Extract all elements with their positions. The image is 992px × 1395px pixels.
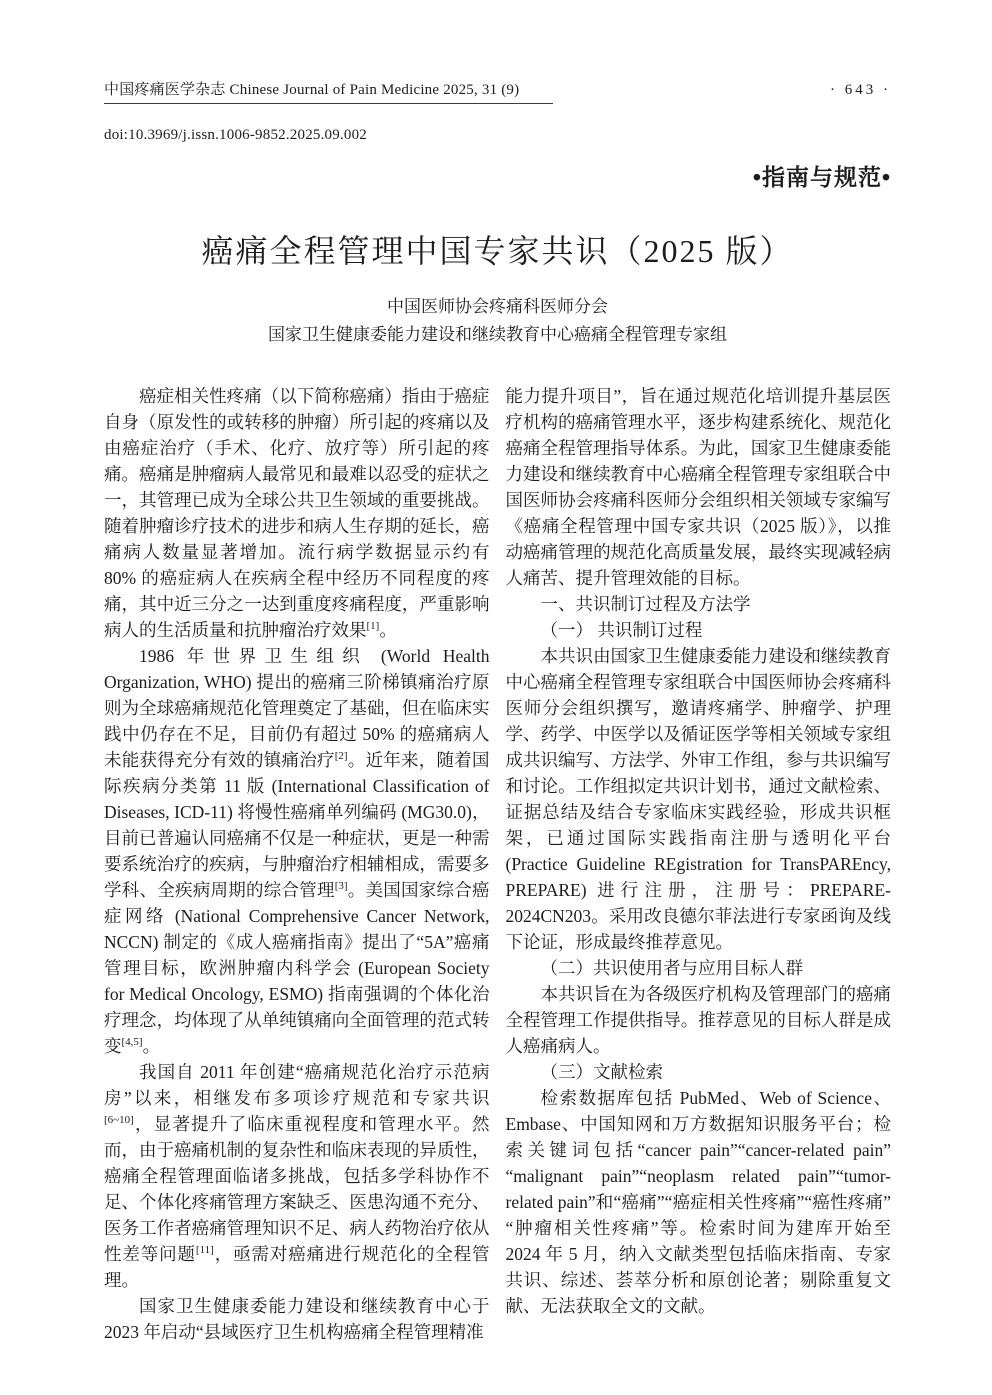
section-heading: （一） 共识制订过程 <box>540 620 703 640</box>
article-body <box>104 383 891 1345</box>
journal-title: 中国疼痛医学杂志 Chinese Journal of Pain Medicine 2025, 31 (9) <box>104 78 553 104</box>
reference-superscript: [3] <box>334 880 348 893</box>
section-heading: 一、共识制订过程及方法学 <box>540 594 751 614</box>
body-paragraph: 1986 年世界卫生组织 (World Health Organization, WHO) 提出的癌痛三阶梯镇痛治疗原则为全球癌痛规范化管理奠定了基础，但在临床实践中仍存在不足，目前仍有超过 50% 的癌痛病人未能获得充分有效的镇痛治疗[2]。近年来，随着国际疾病分类第 11 版 (International Classification of Diseases, ICD-11) 将慢性癌痛单列编码 (MG30.0)，目前已普遍认同癌痛不仅是一种症状，更是一种需要系统治疗的疾病，与肿瘤治疗相辅相成，需要多学科、全疾病周期的综合管理[3]。美国国家综合癌症网络 (National Comprehensive Cancer Network, NCCN) 制定的《成人癌痛指南》提出了“5A”癌痛管理目标，欧洲肿瘤内科学会 (European Society for Medical Oncology, ESMO) 指南强调的个体化治疗理念，均体现了从单纯镇痛向全面管理的范式转变[4,5]。 <box>104 646 490 1056</box>
article-title: 癌痛全程管理中国专家共识（2025 版） <box>201 233 794 269</box>
reference-superscript: [11] <box>195 1244 214 1257</box>
author-group <box>104 298 891 343</box>
body-paragraph: 国家卫生健康委能力建设和继续教育中心于 2023 年启动“县域医疗卫生机构癌痛全程管理精准 <box>104 1296 490 1342</box>
author-line-1: 中国医师协会疼痛科医师分会 <box>387 297 608 316</box>
body-paragraph: 本共识旨在为各级医疗机构及管理部门的癌痛全程管理工作提供指导。推荐意见的目标人群是成人癌痛病人。 <box>505 984 891 1056</box>
page-header <box>104 78 891 104</box>
body-paragraph: 癌症相关性疼痛（以下简称癌痛）指由于癌症自身（原发性的或转移的肿瘤）所引起的疼痛以及由癌症治疗（手术、化疗、放疗等）所引起的疼痛。癌痛是肿瘤病人最常见和最难以忍受的症状之一，其管理已成为全球公共卫生领域的重要挑战。随着肿瘤诊疗技术的进步和病人生存期的延长，癌痛病人数量显著增加。流行病学数据显示约有 80% 的癌症病人在疾病全程中经历不同程度的疼痛，其中近三分之一达到重度疼痛程度，严重影响病人的生活质量和抗肿瘤治疗效果[1]。 <box>104 386 490 640</box>
page-number: · 643 · <box>830 82 891 98</box>
doi-line: doi:10.3969/j.issn.1006-9852.2025.09.002 <box>104 127 368 143</box>
body-paragraph: 本共识由国家卫生健康委能力建设和继续教育中心癌痛全程管理专家组联合中国医师协会疼痛科医师分会组织撰写，邀请疼痛学、肿瘤学、护理学、药学、中医学以及循证医学等相关领域专家组成共识编写、方法学、外审工作组，参与共识编写和讨论。工作组拟定共识计划书，通过文献检索、证据总结及结合专家临床实践经验，形成共识框架，已通过国际实践指南注册与透明化平台 (Practice Guideline REgistration for TransPAREncy, PREPARE) 进行注册，注册号：PREPARE-2024CN203。采用改良德尔菲法进行专家函询及线下论证，形成最终推荐意见。 <box>505 646 891 952</box>
reference-superscript: [1] <box>366 620 380 633</box>
reference-superscript: [4,5] <box>121 1036 143 1049</box>
section-heading: （二）共识使用者与应用目标人群 <box>540 958 803 978</box>
body-paragraph: 能力提升项目”，旨在通过规范化培训提升基层医疗机构的癌痛管理水平，逐步构建系统化、规范化癌痛全程管理指导体系。为此，国家卫生健康委能力建设和继续教育中心癌痛全程管理专家组联合中国医师协会疼痛科医师分会组织相关领域专家编写《癌痛全程管理中国专家共识（2025 版）》，以推动癌痛管理的规范化高质量发展，最终实现减轻病人痛苦、提升管理效能的目标。 <box>505 386 891 588</box>
column-right <box>506 383 892 1345</box>
body-paragraph: 我国自 2011 年创建“癌痛规范化治疗示范病房”以来，相继发布多项诊疗规范和专家共识[6~10]，显著提升了临床重视程度和管理水平。然而，由于癌痛机制的复杂性和临床表现的异质性，癌痛全程管理面临诸多挑战，包括多学科协作不足、个体化疼痛管理方案缺乏、医患沟通不充分、医务工作者癌痛管理知识不足、病人药物治疗依从性差等问题[11]，亟需对癌痛进行规范化的全程管理。 <box>104 1062 490 1290</box>
section-label: •指南与规范• <box>752 164 891 190</box>
author-line-2: 国家卫生健康委能力建设和继续教育中心癌痛全程管理专家组 <box>268 325 727 344</box>
body-paragraph: 检索数据库包括 PubMed、Web of Science、Embase、中国知网和万方数据知识服务平台；检索关键词包括“cancer pain”“cancer-related pain”“malignant pain”“neoplasm related pain”“tumor-related pain”和“癌痛”“癌症相关性疼痛”“癌性疼痛”“肿瘤相关性疼痛”等。检索时间为建库开始至 2024 年 5 月，纳入文献类型包括临床指南、专家共识、综述、荟萃分析和原创论著；剔除重复文献、无法获取全文的文献。 <box>505 1088 891 1316</box>
column-left <box>104 383 490 1345</box>
reference-superscript: [2] <box>334 750 348 763</box>
section-heading: （三）文献检索 <box>540 1062 663 1082</box>
reference-superscript: [6~10] <box>104 1114 134 1127</box>
